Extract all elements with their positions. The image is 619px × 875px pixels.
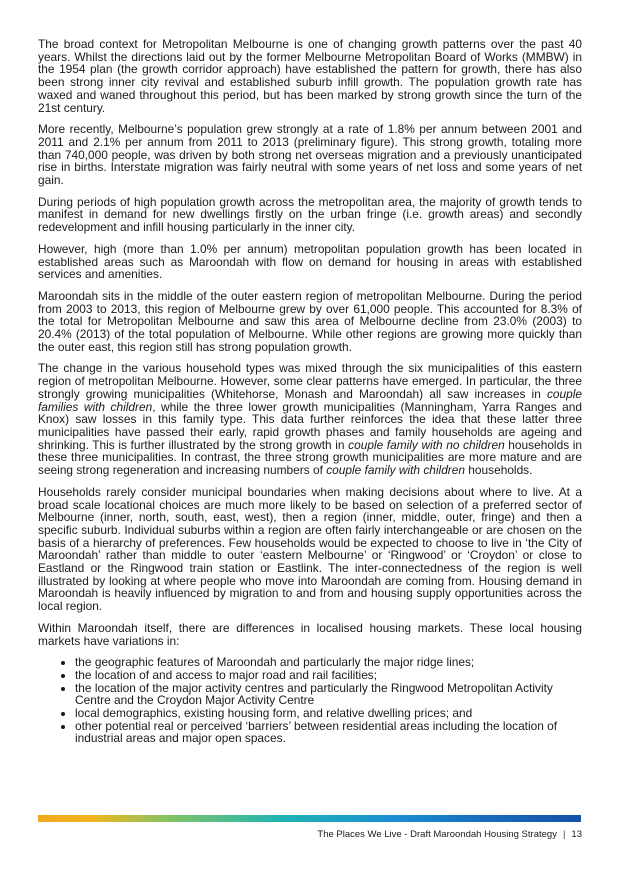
italic-term: couple families with children bbox=[38, 386, 582, 414]
text-run: , while the three lower growth municipalities (Manningham, Yarra Ranges and Knox) saw losses in this family type. This data further reinforces the idea that these latter three municipalities have passed their early, rapid growth phases and family households are ageing and shrinking. This is further illustrated by the strong growth in bbox=[38, 399, 583, 452]
paragraph-locational-choice: Households rarely consider municipal boundaries when making decisions about where to live. At a broad scale locational choices are much more likely to be based on selection of a preferred sector of Melbourne (inner, north, south, east, west), then a region (inner, middle, outer, fringe) and then a specific suburb. Individual suburbs within a region are often fairly interchangeable or are chosen on the basis of a hierarchy of preferences. Few households would be expected to choose to live in ‘the City of Maroondah’ rather than middle to outer ‘eastern Melbourne’ or ‘Ringwood’ or ‘Croydon’ or close to Eastland or the Ringwood train station or Eastlink. The inter-connectedness of the region is well illustrated by looking at where people who move into Maroondah are coming from. Housing demand in Maroondah is heavily influenced by migration to and from and housing supply opportunities across the local region. bbox=[38, 484, 582, 614]
paragraph-recent-growth: More recently, Melbourne’s population grew strongly at a rate of 1.8% per annum between 2001 and 2011 and 2.1% per annum from 2011 to 2013 (preliminary figure). This strong growth, totaling more than 740,000 people, was driven by both strong net overseas migration and a previously unanticipated rise in births. Interstate migration was fairly neutral with some years of net loss and some years of net gain. bbox=[38, 122, 582, 188]
list-item: • the geographic features of Maroondah and particularly the major ridge lines; bbox=[75, 656, 582, 669]
page-footer bbox=[317, 829, 582, 840]
text-run: The change in the various household types was mixed through the six municipalities of this eastern region of metropolitan Melbourne. However, some clear patterns have emerged. In particular, the three strongly growing municipalities (Whitehorse, Monash and Maroondah) all saw increases in bbox=[38, 361, 582, 401]
text-run: households in these three municipalities. In contrast, the three strong growth municipalities are more mature and are seeing strong regeneration and increasing numbers of bbox=[38, 437, 582, 478]
paragraph-local-markets: Within Maroondah itself, there are differences in localised housing markets. These local housing markets have variations in: bbox=[38, 620, 582, 648]
list-item: • local demographics, existing housing form, and relative dwelling prices; and bbox=[75, 707, 582, 720]
list-item: • other potential real or perceived ‘barriers’ between residential areas including the location of industrial areas and major open spaces. bbox=[75, 720, 582, 745]
italic-term: couple family with children bbox=[326, 463, 465, 478]
list-item: • the location of and access to major road and rail facilities; bbox=[75, 669, 582, 682]
footer-title: The Places We Live - Draft Maroondah Housing Strategy bbox=[317, 829, 557, 840]
document-body bbox=[38, 38, 582, 745]
footer-separator: | bbox=[562, 829, 566, 840]
italic-term: couple family with no children bbox=[348, 437, 505, 452]
paragraph-established-areas: However, high (more than 1.0% per annum) metropolitan population growth has been located in established areas such as Maroondah with flow on demand for housing in areas with established services and amenities. bbox=[38, 241, 582, 282]
paragraph-outer-east: Maroondah sits in the middle of the outer eastern region of metropolitan Melbourne. During the period from 2003 to 2013, this region of Melbourne grew by over 61,000 people. This accounted for 8.3% of the total for Metropolitan Melbourne and saw this area of Melbourne decline from 23.0% (2003) to 20.4% (2013) of the total population of Melbourne. While other regions are growing more quickly than the outer east, this region still has strong population growth. bbox=[38, 288, 582, 354]
list-item: • the location of the major activity centres and particularly the Ringwood Metropolitan Activity Centre and the Croydon Major Activity Centre bbox=[75, 682, 582, 707]
page-number: 13 bbox=[571, 829, 582, 840]
text-run: households. bbox=[465, 463, 533, 478]
paragraph-growth-periods: During periods of high population growth across the metropolitan area, the majority of growth tends to manifest in demand for new dwellings firstly on the urban fringe (i.e. growth areas) and secondly redevelopment and infill housing particularly in the inner city. bbox=[38, 194, 582, 235]
paragraph-household-types bbox=[38, 362, 582, 476]
paragraph-context: The broad context for Metropolitan Melbourne is one of changing growth patterns over the past 40 years. Whilst the directions laid out by the former Melbourne Metropolitan Board of Works (MMBW) in the 1954 plan (the growth corridor approach) have established the pattern for growth, there has also been strong inner city revival and established suburb infill growth. The population growth rate has waxed and waned throughout this period, but has been marked by strong growth since the turn of the 21st century. bbox=[38, 37, 582, 115]
variations-list bbox=[38, 656, 582, 745]
footer-color-bar bbox=[38, 815, 581, 822]
